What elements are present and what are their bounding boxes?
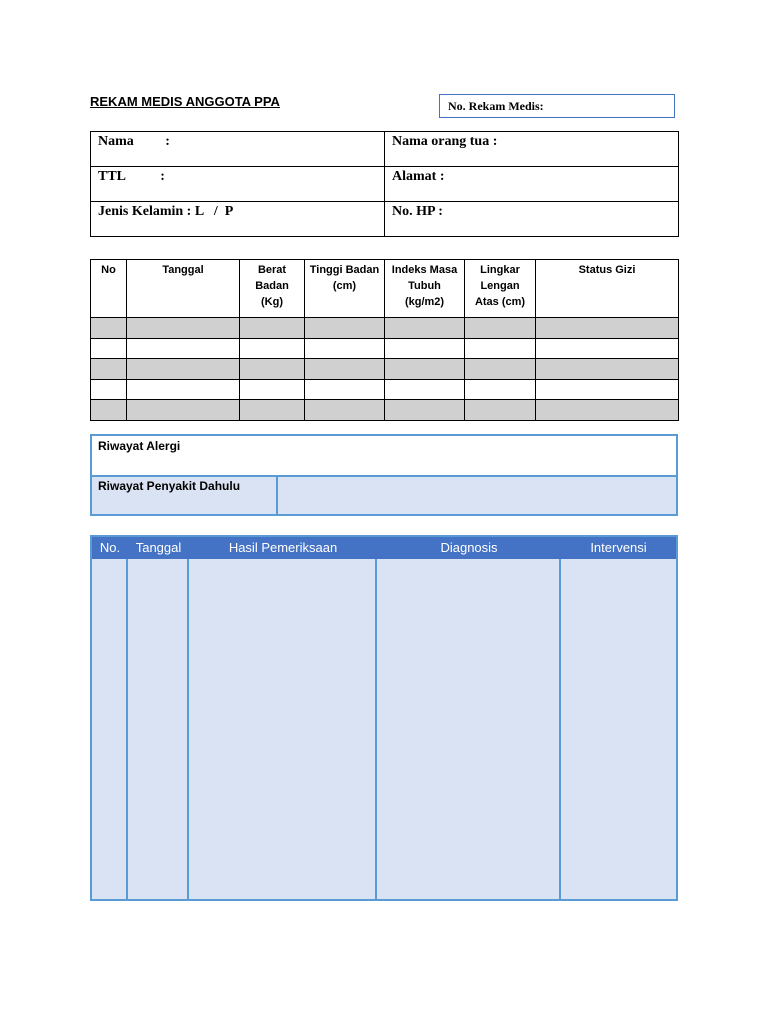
exam-header-date: Tanggal bbox=[135, 540, 182, 555]
birth-place-date-field[interactable]: TTL : bbox=[91, 167, 385, 202]
exam-col-diagnosis[interactable] bbox=[377, 559, 561, 899]
table-row bbox=[91, 400, 679, 421]
table-row bbox=[91, 338, 679, 359]
table-row bbox=[91, 359, 679, 380]
allergy-label: Riwayat Alergi bbox=[98, 439, 181, 453]
exam-col-date[interactable] bbox=[128, 559, 189, 899]
address-field[interactable]: Alamat : bbox=[385, 167, 679, 202]
exam-header-result: Hasil Pemeriksaan bbox=[228, 540, 338, 555]
exam-col-result[interactable] bbox=[189, 559, 377, 899]
growth-header-bmi: Indeks Masa Tubuh (kg/m2) bbox=[385, 260, 465, 318]
exam-col-no[interactable] bbox=[92, 559, 128, 899]
growth-header-weight: Berat Badan (Kg) bbox=[240, 260, 305, 318]
parent-name-field[interactable]: Nama orang tua : bbox=[385, 132, 679, 167]
form-title: REKAM MEDIS ANGGOTA PPA bbox=[90, 94, 280, 109]
exam-header-diagnosis: Diagnosis bbox=[440, 540, 498, 555]
growth-header-no: No bbox=[91, 260, 127, 318]
exam-header-no: No. bbox=[99, 540, 121, 555]
growth-table bbox=[90, 259, 679, 421]
record-number-field[interactable] bbox=[439, 94, 675, 118]
history-box bbox=[90, 434, 678, 516]
identity-table bbox=[90, 131, 679, 237]
growth-header-date: Tanggal bbox=[127, 260, 240, 318]
past-illness-label: Riwayat Penyakit Dahulu bbox=[92, 477, 278, 514]
name-field[interactable]: Nama : bbox=[91, 132, 385, 167]
past-illness-field[interactable] bbox=[278, 477, 676, 514]
phone-field[interactable]: No. HP : bbox=[385, 202, 679, 237]
growth-header-status: Status Gizi bbox=[536, 260, 679, 318]
record-number-label: No. Rekam Medis: bbox=[448, 99, 544, 113]
growth-header-height: Tinggi Badan (cm) bbox=[305, 260, 385, 318]
table-row bbox=[91, 379, 679, 400]
exam-table bbox=[90, 535, 678, 901]
gender-field[interactable]: Jenis Kelamin : L / P bbox=[91, 202, 385, 237]
exam-col-intervention[interactable] bbox=[561, 559, 676, 899]
growth-header-arm: Lingkar Lengan Atas (cm) bbox=[465, 260, 536, 318]
allergy-field[interactable] bbox=[92, 436, 676, 477]
exam-header-intervention: Intervensi bbox=[590, 540, 647, 555]
table-row bbox=[91, 318, 679, 339]
